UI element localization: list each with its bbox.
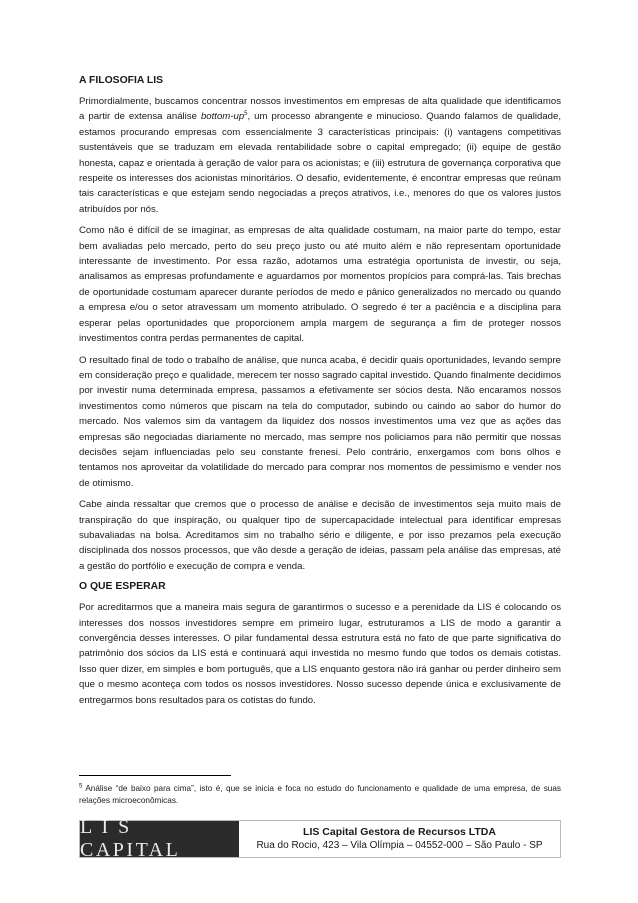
company-address: Rua do Rocio, 423 – Vila Olímpia – 04552-000 – São Paulo - SP: [256, 840, 543, 851]
company-logo: L I S CAPITAL: [80, 821, 239, 857]
paragraph-filosofia-3: O resultado final de todo o trabalho de análise, que nunca acaba, é decidir quais oportunidades, levando sempre em consideração preço e qualidade, merecem ter nosso sagrado capital investido. Quando finalmente decidimos por investir numa determinada empresa, passamos a efetivamente ser sócios desta. Não encaramos nossos investimentos como números que piscam na tela do computador, subindo ou caindo ao sabor do humor do mercado. Nos valemos sim da vantagem da liquidez dos nossos investimentos uma vez que as ações das empresas são negociadas diariamente no mercado, mas sempre nos policiamos para não permitir que nossas decisões sejam influenciadas pelo seu constante frenesi. Pelo contrário, enxergamos com bons olhos e tentamos nos aproveitar da volatilidade do mercado para comprar nos momentos de pessimismo e vender nos de otimismo.: [79, 354, 561, 489]
paragraph-filosofia-4: Cabe ainda ressaltar que cremos que o processo de análise e decisão de investimentos seja muito mais de transpiração do que inspiração, ou qualquer tipo de supercapacidade intelectual para identificar empresas subavaliadas na bolsa. Acreditamos sim no trabalho sério e diligente, e por isso prezamos pela execução disciplinada dos nossos processos, que vão desde a geração de ideias, passam pela análise das empresas, até a gestão do portfólio e execução de compra e venda.: [79, 499, 561, 572]
paragraph-text: , um processo abrangente e minucioso. Quando falamos de qualidade, estamos procurando empresas com essencialmente 3 características principais: (i) vantagens competitivas sustentáveis que se traduzam em elevada rentabilidade sobre o capital empregado; (ii) equipe de gestão honesta, capaz e orientada à geração de valor para os acionistas; e (iii) estrutura de governança corporativa que respeite os interesses dos acionistas minoritários. O desafio, evidentemente, é encontrar empresas que reúnam tais características e que estejam sendo negociadas a preços atrativos, i.e., menores do que os valores justos atribuídos por nós.: [79, 111, 561, 215]
document-body: [79, 68, 561, 714]
company-info: [239, 821, 560, 857]
paragraph-o-que-esperar-1: Por acreditarmos que a maneira mais segura de garantirmos o sucesso e a perenidade da LIS é colocando os interesses dos nossos investidores sempre em primeiro lugar, estruturamos a LIS de modo a garantir a convergência desses interesses. O pilar fundamental dessa estrutura está no fato de que parte significativa do patrimônio dos sócios da LIS está e continuará aqui investida no mesmo fundo que todos os demais cotistas. Isso quer dizer, em simples e bom português, que a LIS enquanto gestora não irá ganhar ou perder dinheiro sem que o mesmo aconteça com todos os nossos investidores. Nosso sucesso depende única e exclusivamente de entregarmos bons resultados para os cotistas do fundo.: [79, 602, 561, 706]
section-heading-filosofia: A FILOSOFIA LIS: [79, 75, 164, 86]
footnote-text: Análise “de baixo para cima”, isto é, que se inicia e foca no estudo do funcionamento e qualidade de uma empresa, de suas relações microeconômicas.: [79, 784, 561, 806]
italic-term: bottom-up: [200, 111, 245, 123]
paragraph-filosofia-2: Como não é difícil de se imaginar, as empresas de alta qualidade costumam, na maior parte do tempo, estar bem avaliadas pelo mercado, perto do seu preço justo ou até muito além e não representam oportunidade interessante de investimento. Por essa razão, adotamos uma estratégia oportunista de investir, ou seja, analisamos as empresas profundamente e aguardamos por momentos propícios para comprá-las. Tais brechas de oportunidade costumam aparecer durante períodos de medo e pânico generalizados no mercado ou quando a empresa e/ou o setor atravessam um momento atribulado. O segredo é ter a paciência e a disciplina para esperar pelas oportunidades que proporcionem ampla margem de segurança a fim de proteger nossos investimentos contra perdas permanentes de capital.: [79, 225, 561, 345]
paragraph-filosofia-1: [79, 94, 561, 217]
footnote-mark: 5: [79, 783, 83, 790]
footnote-divider: [79, 775, 231, 776]
footnote: [79, 783, 561, 808]
section-heading-o-que-esperar: O QUE ESPERAR: [79, 581, 166, 593]
paragraph-text: Primordialmente, buscamos concentrar nossos investimentos em empresas de alta qualidade que identificamos a partir de extensa análise: [79, 96, 561, 123]
page-footer: [79, 816, 561, 861]
company-name: LIS Capital Gestora de Recursos LTDA: [303, 826, 496, 838]
footnote-reference: 5: [244, 111, 248, 118]
